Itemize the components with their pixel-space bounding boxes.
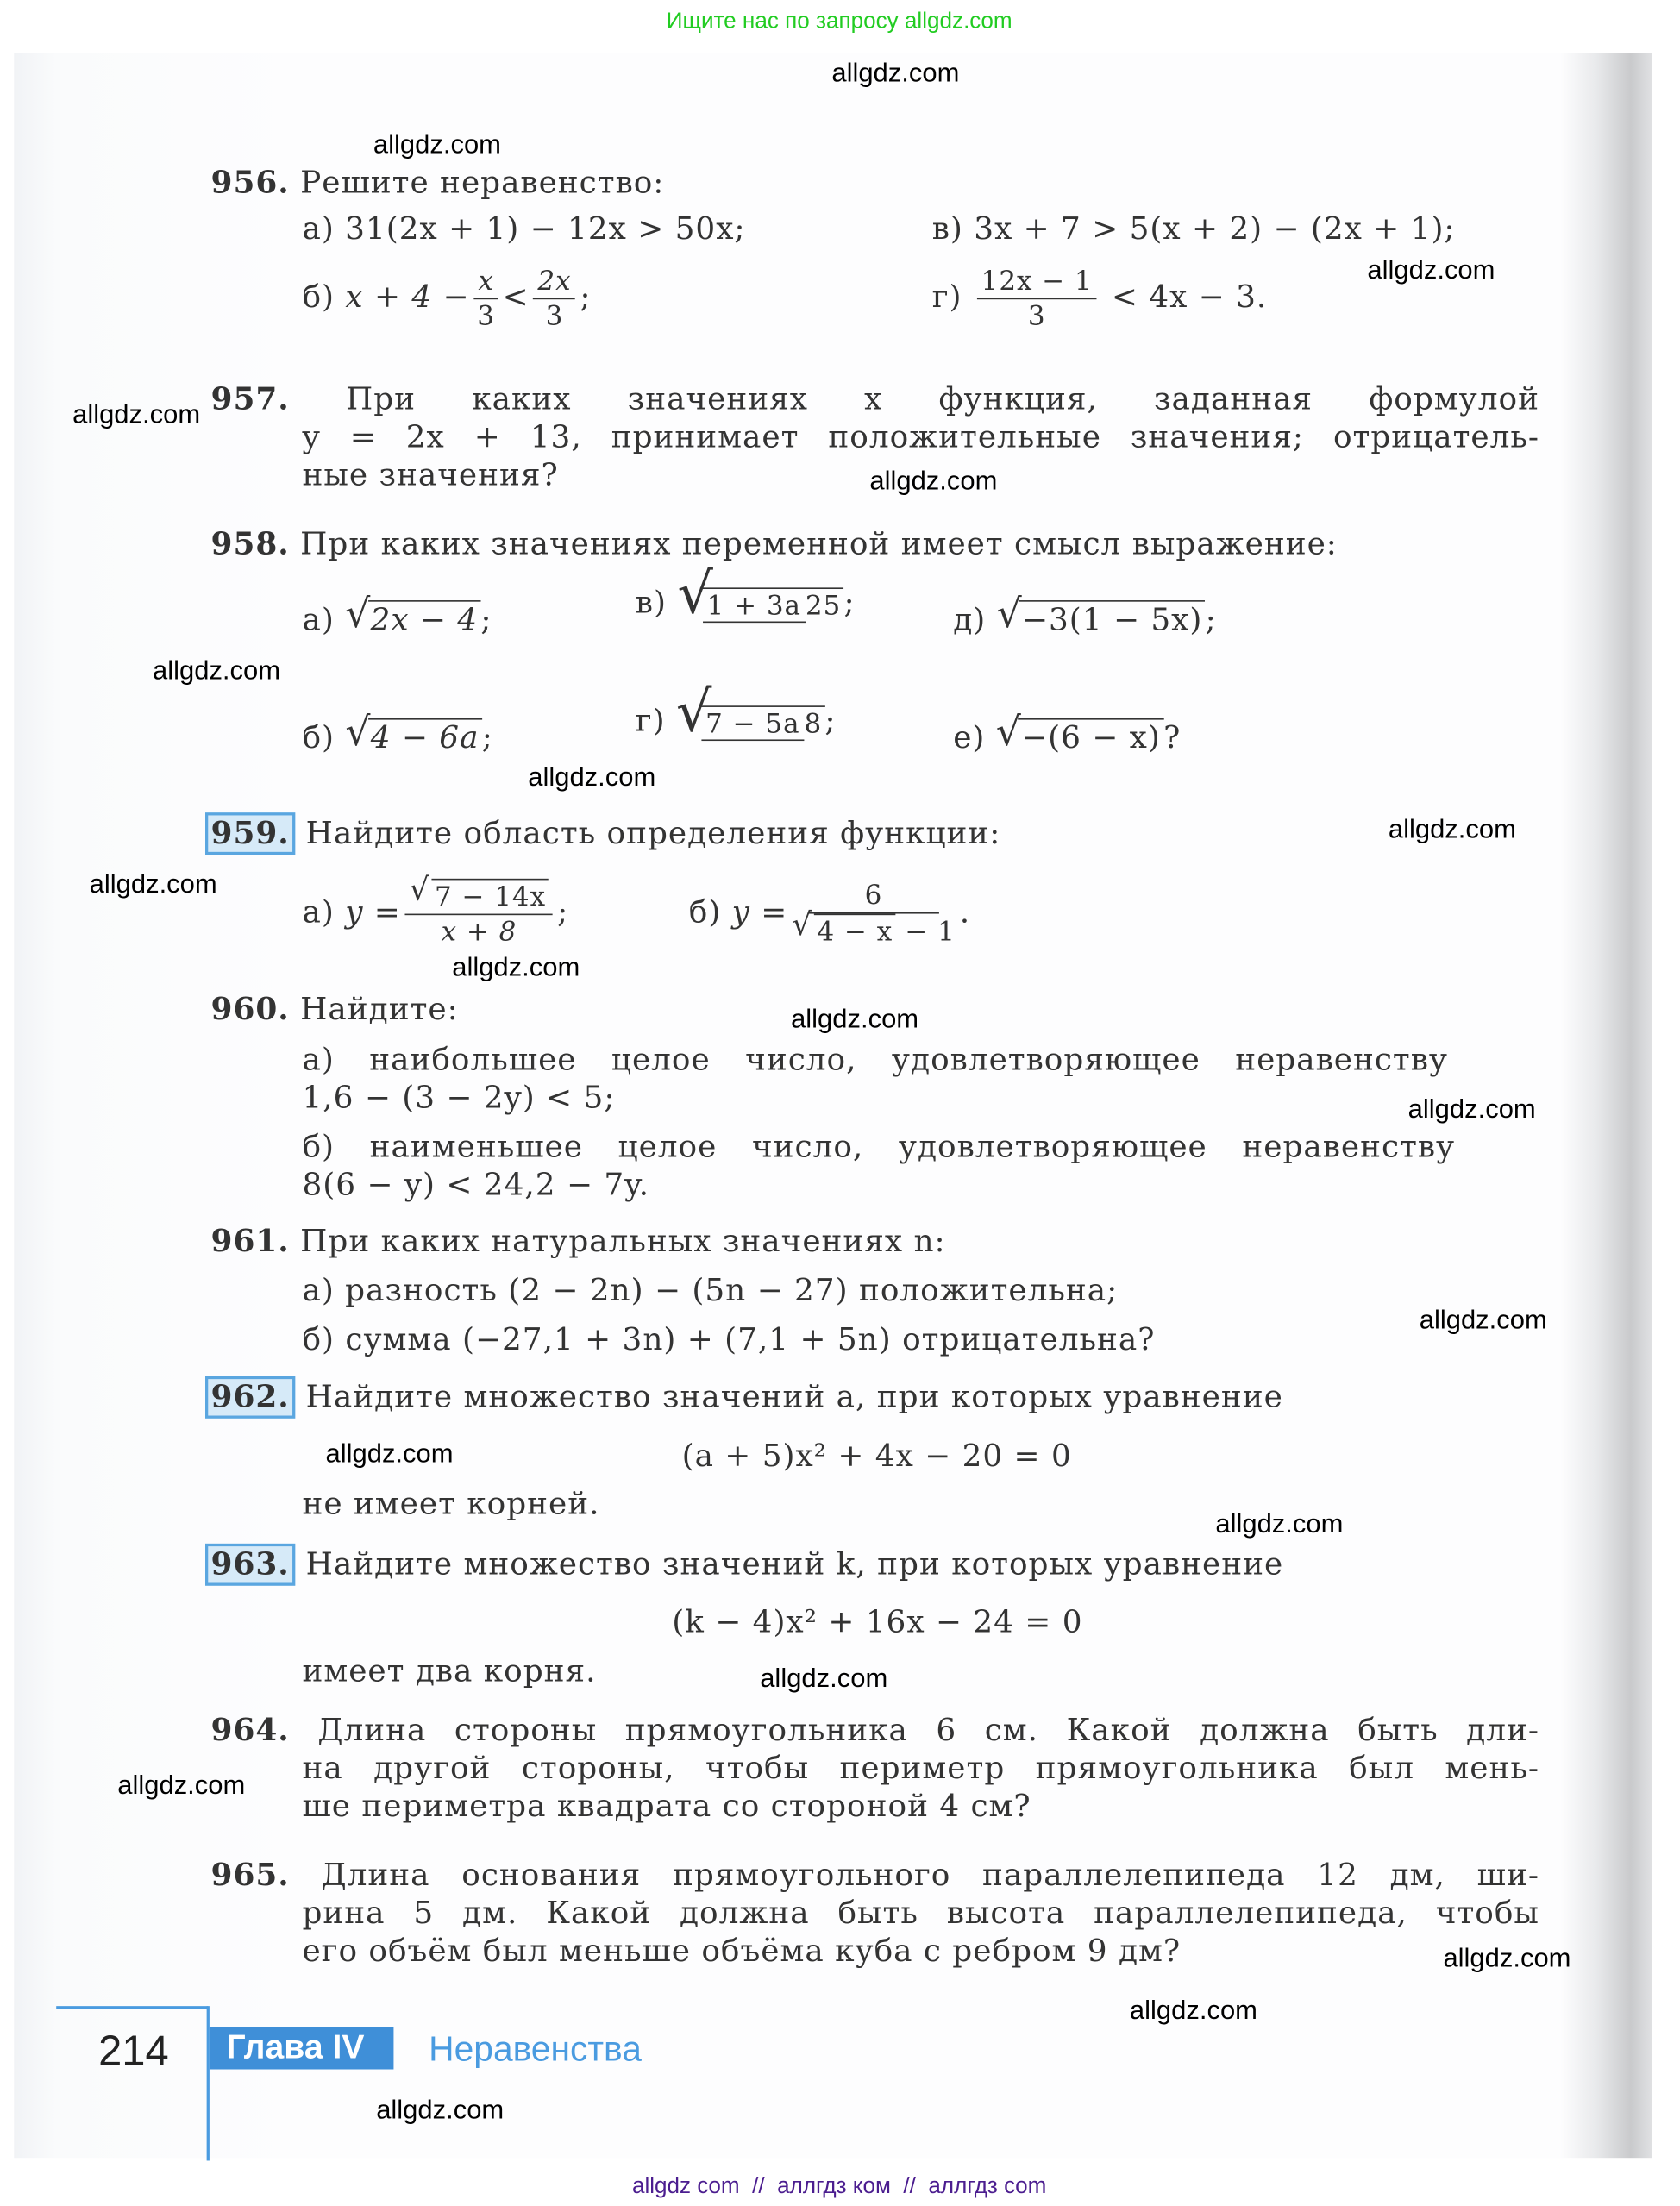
problem-958-d (953, 590, 1217, 640)
item-label: г) (635, 704, 666, 740)
problem-956-title (211, 165, 665, 203)
textbook-page (14, 53, 1652, 2158)
expr: < 4x − 3. (1111, 280, 1268, 316)
radicand: 2x − 4 (367, 600, 480, 640)
square-root: √ 7 − 14x (410, 879, 549, 914)
problem-text: При каких натуральных значениях n: (300, 1224, 946, 1260)
expr: ; (824, 704, 837, 740)
watermark: allgdz.com (760, 1664, 888, 1695)
problem-958-e (953, 708, 1182, 758)
problem-961-title (211, 1223, 946, 1261)
problem-960-title (211, 991, 459, 1029)
item-label: б) (302, 280, 335, 316)
problem-956-b (302, 264, 591, 333)
square-root: √ −(6 − x) (996, 718, 1163, 758)
expr: y = (345, 895, 401, 931)
watermark: allgdz.com (1129, 1996, 1257, 2026)
footer-divider-horizontal (56, 2006, 208, 2009)
watermark: allgdz.com (1388, 815, 1516, 845)
fraction (473, 264, 498, 333)
section-title: Неравенства (429, 2029, 642, 2070)
top-banner[interactable]: Ищите нас по запросу allgdz.com (666, 9, 1012, 34)
watermark: allgdz.com (72, 400, 201, 430)
problem-number: 961. (210, 1223, 290, 1260)
problem-959-a (302, 873, 569, 949)
problem-959-title (211, 815, 1001, 853)
problem-957-line3: ные значения? (302, 458, 559, 494)
item-label: е) (953, 721, 986, 756)
problem-963-title (211, 1546, 1284, 1584)
problem-965-line3: его объём был меньше объёма куба с ребром 9 дм? (302, 1934, 1182, 1970)
problem-number: 958. (210, 525, 290, 563)
numerator: 12x − 1 (977, 264, 1097, 299)
problem-number: 965. (210, 1857, 290, 1894)
watermark: allgdz.com (373, 130, 501, 160)
item-label: а) (302, 603, 335, 639)
problem-964-line1 (211, 1712, 1539, 1750)
watermark: allgdz.com (325, 1439, 454, 1470)
item-label: а) (302, 895, 335, 931)
expr: ; (557, 895, 569, 931)
radicand: 4 − 6a (367, 718, 481, 758)
problem-number: 964. (210, 1712, 290, 1749)
problem-962-title (211, 1379, 1283, 1417)
watermark: allgdz.com (376, 2096, 505, 2126)
denominator: 25 (805, 589, 842, 621)
problem-number: 957. (210, 380, 290, 418)
square-root: √ 4 − x (792, 914, 895, 949)
problem-961-a: а) разность (2 − 2n) − (5n − 27) положительна; (302, 1273, 1119, 1309)
problem-956-v: в) 3x + 7 > 5(x + 2) − (2x + 1); (931, 212, 1456, 248)
radicand: −3(1 − 5x) (1019, 600, 1206, 640)
watermark: allgdz.com (831, 59, 960, 89)
square-root: √ 4 − 6a (345, 718, 481, 758)
expr: − 1 (895, 916, 956, 948)
expr: ; (843, 586, 856, 622)
watermark: allgdz.com (452, 953, 580, 983)
problem-960-a2: 1,6 − (3 − 2y) < 5; (302, 1081, 616, 1117)
watermark: allgdz.com (117, 1770, 246, 1802)
problem-956-g (932, 264, 1268, 333)
square-root: √ −3(1 − 5x) (997, 600, 1206, 640)
problem-number-highlighted: 962. (205, 1376, 295, 1419)
square-root: √ 7 − 5a 8 (676, 703, 824, 741)
problem-text: Решите неравенство: (300, 166, 665, 202)
expr: ; (580, 280, 592, 316)
numerator: 7 − 5a (701, 708, 804, 740)
denominator: x + 8 (441, 916, 517, 948)
fraction (792, 879, 956, 949)
radicand: 7 − 14x (432, 879, 549, 914)
problem-958-b (302, 708, 493, 758)
problem-957-line2: y = 2x + 13, принимает положительные значения; отрицатель- (302, 420, 1539, 456)
problem-number-highlighted: 963. (205, 1544, 295, 1586)
problem-958-v (635, 562, 856, 628)
watermark: allgdz.com (1419, 1306, 1547, 1336)
problem-962-tail: не имеет корней. (302, 1487, 600, 1523)
problem-964-line2: на другой стороны, чтобы периметр прямоугольника был мень- (302, 1752, 1539, 1787)
fraction (699, 587, 843, 623)
fraction (534, 264, 576, 333)
watermark: allgdz.com (869, 467, 998, 497)
problem-958-g (635, 680, 837, 745)
problem-960-b1: б) наименьшее целое число, удовлетворяющее неравенству (302, 1130, 1456, 1166)
watermark: allgdz.com (528, 763, 656, 793)
denominator: 3 (545, 300, 564, 332)
radicand: 4 − x (814, 914, 895, 949)
watermark: allgdz.com (153, 656, 281, 686)
problem-text: При каких значениях переменной имеет смысл выражение: (300, 527, 1338, 563)
problem-text: Найдите: (300, 992, 459, 1028)
problem-960-a1: а) наибольшее целое число, удовлетворяющее неравенству (302, 1043, 1449, 1079)
fraction (977, 264, 1097, 333)
numerator: 6 (808, 879, 938, 914)
problem-965-line1 (211, 1857, 1539, 1895)
numerator: 2x (534, 264, 576, 299)
problem-number: 960. (210, 991, 290, 1028)
problem-959-b (689, 879, 970, 949)
problem-number: 956. (210, 164, 290, 202)
square-root: √ 2x − 4 (345, 600, 480, 640)
fraction (405, 873, 553, 949)
watermark: allgdz.com (89, 870, 217, 900)
problem-957-line1 (211, 381, 1539, 419)
problem-text: Длина основания прямоугольного параллелепипеда 12 дм, ши- (321, 1858, 1539, 1894)
problem-960-b2: 8(6 − y) < 24,2 − 7y. (302, 1168, 650, 1204)
problem-text: При каких значениях x функция, заданная формулой (345, 382, 1539, 418)
problem-958-title (211, 526, 1338, 564)
watermark: allgdz.com (1443, 1944, 1571, 1974)
item-label: б) (688, 895, 722, 931)
numerator: x (473, 264, 498, 299)
problem-965-line2: рина 5 дм. Какой должна быть высота параллелепипеда, чтобы (302, 1896, 1539, 1932)
problem-963-tail: имеет два корня. (302, 1654, 597, 1690)
problem-963-equation: (k − 4)x² + 16x − 24 = 0 (672, 1605, 1083, 1641)
denominator: 8 (804, 707, 823, 739)
problem-text: Найдите множество значений k, при которых уравнение (305, 1547, 1284, 1583)
expr: y = (731, 895, 788, 931)
problem-text: Найдите область определения функции: (305, 817, 1001, 852)
watermark: allgdz.com (1407, 1094, 1536, 1125)
expr: ; (481, 721, 493, 756)
fraction (699, 705, 824, 740)
item-label: д) (953, 603, 987, 639)
expr: < (502, 280, 530, 316)
watermark: allgdz.com (1367, 255, 1495, 285)
expr: x + 4 − (345, 280, 470, 316)
problem-958-a (302, 590, 492, 640)
problem-number-highlighted: 959. (205, 812, 295, 855)
item-label: в) (635, 586, 667, 622)
expr: . (959, 895, 971, 931)
problem-961-b: б) сумма (−27,1 + 3n) + (7,1 + 5n) отрицательна? (302, 1322, 1156, 1358)
item-label: г) (931, 280, 962, 316)
radicand: −(6 − x) (1019, 718, 1163, 758)
problem-964-line3: ше периметра квадрата со стороной 4 см? (302, 1789, 1031, 1825)
page-number: 214 (98, 2028, 169, 2076)
problem-text: Найдите множество значений a, при которых уравнение (305, 1380, 1283, 1416)
bottom-banner[interactable]: allgdz com // аллгдз ком // аллгдз com (631, 2174, 1047, 2199)
denominator: 3 (477, 300, 495, 332)
denominator: 3 (1027, 300, 1046, 332)
square-root: √ 1 + 3a 25 (677, 585, 843, 623)
watermark: allgdz.com (1215, 1509, 1344, 1539)
watermark: allgdz.com (791, 1005, 919, 1035)
item-label: б) (302, 721, 335, 756)
chapter-label: Глава IV (210, 2027, 394, 2070)
expr: ; (1205, 603, 1217, 639)
expr: ; (480, 603, 492, 639)
expr: ? (1163, 721, 1182, 756)
problem-962-equation: (a + 5)x² + 4x − 20 = 0 (681, 1439, 1072, 1475)
problem-956-a: а) 31(2x + 1) − 12x > 50x; (302, 212, 746, 248)
numerator: 1 + 3a (703, 590, 806, 622)
problem-text: Длина стороны прямоугольника 6 см. Какой должна быть дли- (317, 1714, 1539, 1749)
